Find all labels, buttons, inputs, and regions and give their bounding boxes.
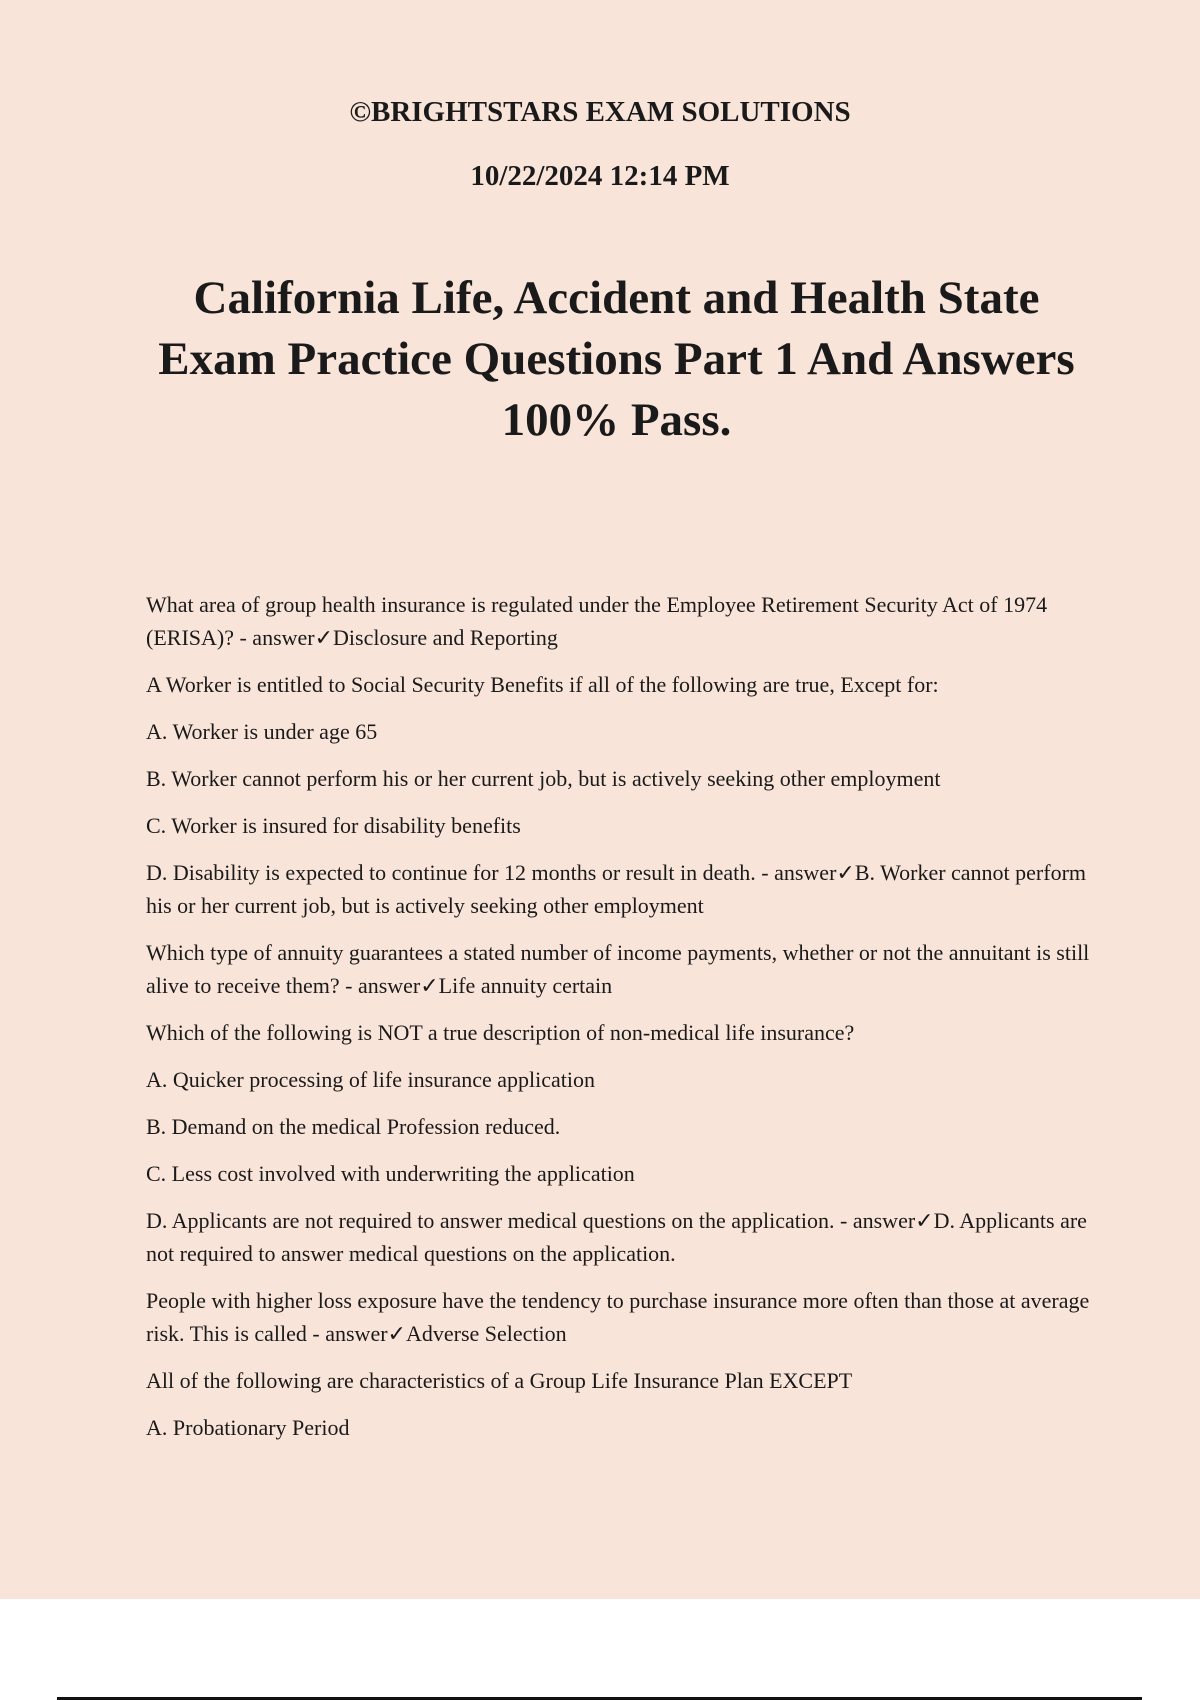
paragraph: A Worker is entitled to Social Security Benefits if all of the following are true, Except for: (146, 672, 939, 697)
paragraph: All of the following are characteristics of a Group Life Insurance Plan EXCEPT (146, 1368, 853, 1393)
paragraph: D. Disability is expected to continue for 12 months or result in death. - answer✓B. Worker cannot perform his or her current job, but is actively seeking other employment (146, 860, 1087, 918)
paragraph: D. Applicants are not required to answer medical questions on the application. - answer✓D. Applicants are not required to answer medical questions on the application. (146, 1208, 1087, 1266)
paragraph: B. Worker cannot perform his or her current job, but is actively seeking other employment (146, 766, 941, 791)
paragraph: C. Less cost involved with underwriting the application (146, 1161, 635, 1186)
paragraph: B. Demand on the medical Profession reduced. (146, 1114, 561, 1139)
paragraph: A. Worker is under age 65 (146, 719, 378, 744)
document-body (146, 588, 1091, 1458)
paragraph: People with higher loss exposure have the tendency to purchase insurance more often than those at average risk. This is called - answer✓Adverse Selection (146, 1288, 1090, 1346)
paragraph: Which of the following is NOT a true description of non-medical life insurance? (146, 1020, 855, 1045)
paragraph: What area of group health insurance is regulated under the Employee Retirement Security Act of 1974 (ERISA)? - answer✓Disclosure and Reporting (146, 592, 1048, 650)
timestamp: 10/22/2024 12:14 PM (470, 160, 730, 192)
paragraph: Which type of annuity guarantees a stated number of income payments, whether or not the annuitant is still alive to receive them? - answer✓Life annuity certain (146, 940, 1090, 998)
paragraph: A. Quicker processing of life insurance application (146, 1067, 596, 1092)
paragraph: C. Worker is insured for disability benefits (146, 813, 521, 838)
document-title: California Life, Accident and Health State Exam Practice Questions Part 1 And Answers 100% Pass. (158, 272, 1075, 446)
brand-header: ©BRIGHTSTARS EXAM SOLUTIONS (349, 96, 851, 128)
paragraph: A. Probationary Period (146, 1415, 350, 1440)
